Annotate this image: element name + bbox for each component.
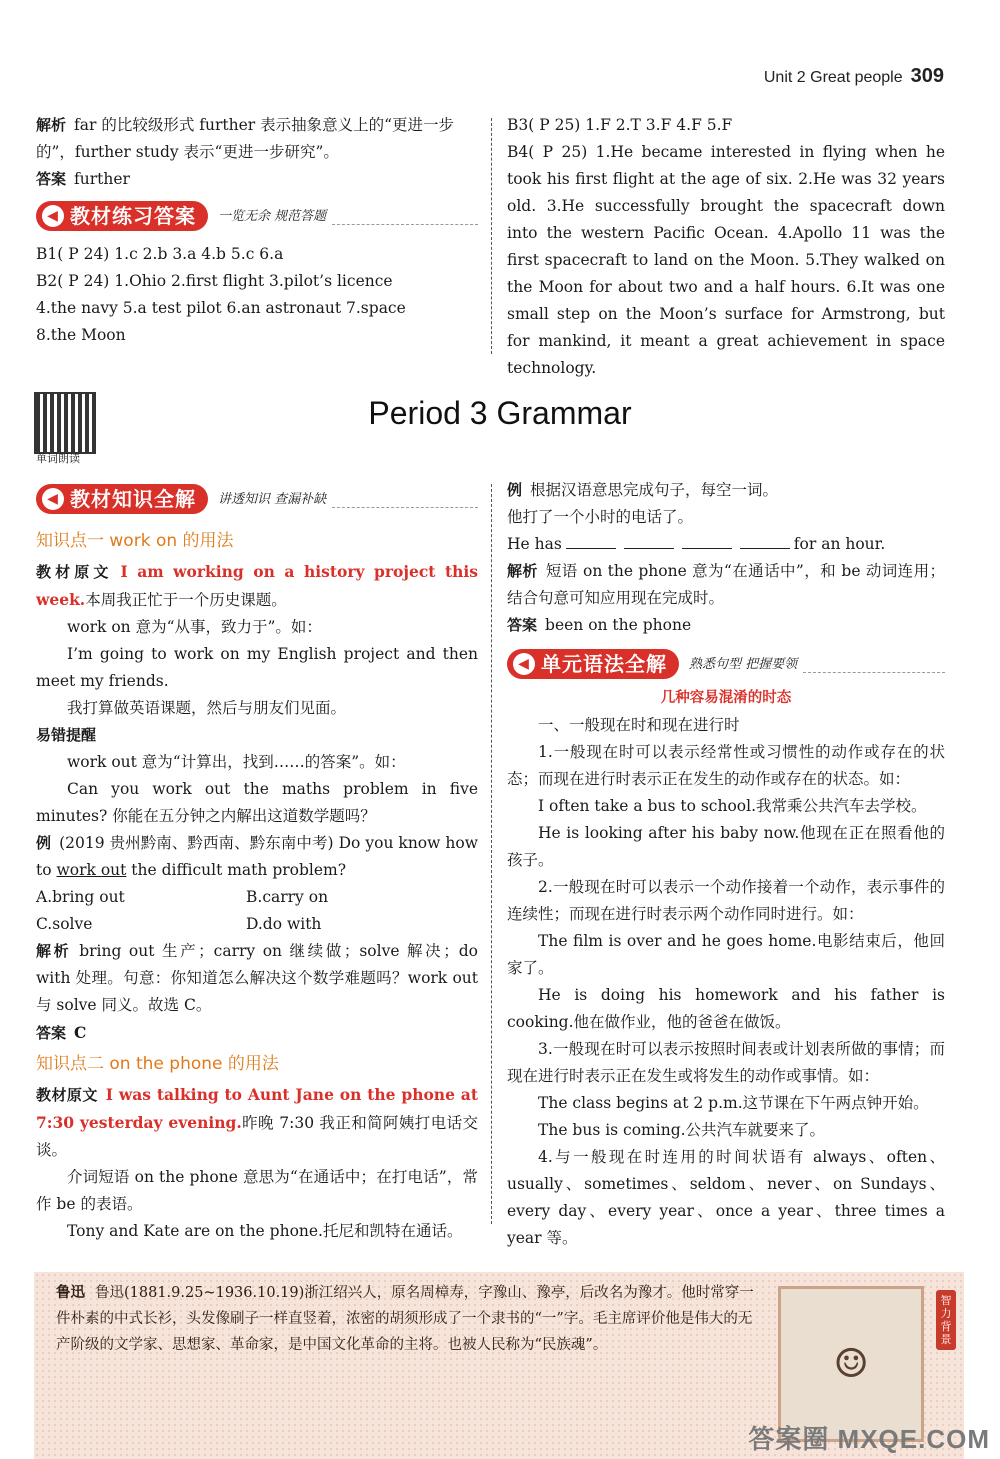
person-bio: 鲁迅(1881.9.25~1936.10.19)浙江绍兴人，原名周樟寿，字豫山、豫亭，后改名为豫才。他时常穿一件朴素的中式长衫，头发像刷子一样直竖着，浓密的胡须形成了一个隶书的“一”字。毛主席评价他是伟大的无产阶级的文学家、思想家、革命家，是中国文化革命的主将。也被人民称为“民族魂”。 [56, 1285, 754, 1353]
example-sentence: Can you work out the maths problem in five minutes? 你能在五分钟之内解出这道数学题吗？ [36, 780, 478, 825]
analysis-label: 解析 [507, 562, 538, 580]
blank-1[interactable] [566, 534, 616, 549]
banner-title: 教材练习答案 [70, 203, 196, 228]
rule-1: 1.一般现在时可以表示经常性或习惯性的动作或存在的状态；而现在进行时表示正在发生的动作或存在的状态。如： [507, 743, 945, 788]
example-sentence: I’m going to work on my English project and then meet my friends. [36, 645, 478, 690]
banner-subtitle: 讲透知识 查漏补缺 [218, 491, 327, 507]
b4-answers: B4( P 25) 1.He became interested in flying when he took his first flight at the age of six. 2.He was 32 years old. 3.He successfully brought the spacecraft down into the western Pacific Ocean. 4.Apollo 11 was the first spacecraft to land on the Moon. 5.They walked on the Moon for about two and a half hours. 6.It was one small step on the Moon’s surface for Armstrong, but for mankind, it meant a great achievement in space technology. [507, 143, 945, 377]
option-c[interactable]: C.solve [36, 915, 93, 933]
banner-subtitle: 一览无余 规范答题 [218, 208, 327, 224]
underlined-phrase: work out [56, 861, 127, 879]
top-right-block [507, 112, 945, 382]
example-sentence: The class begins at 2 p.m.这节课在下午两点钟开始。 [538, 1094, 929, 1112]
sentence-start: He has [507, 535, 562, 553]
example-translation: 我打算做英语课题，然后与朋友们见面。 [67, 699, 347, 717]
tip-label: 易错提醒 [36, 726, 97, 744]
example-label: 例 [36, 834, 52, 852]
option-d[interactable]: D.do with [246, 915, 322, 933]
left-column [36, 482, 478, 1245]
knowledge-point-1-title: 知识点一 work on 的用法 [36, 531, 234, 551]
banner-title: 单元语法全解 [541, 651, 667, 676]
b1-answers: B1( P 24) 1.c 2.b 3.a 4.b 5.c 6.a [36, 245, 284, 263]
answer-label: 答案 [36, 1024, 67, 1042]
paragraph: 介词短语 on the phone 意思为“在通话中；在打电话”，常作 be 的表语。 [36, 1168, 478, 1213]
analysis-text: bring out 生产；carry on 继续做；solve 解决；do with 处理。句意：你知道怎么解决这个数学难题吗？work out 与 solve 同义。故选 C。 [36, 942, 478, 1014]
top-left-block [36, 112, 478, 349]
section-title: 几种容易混淆的时态 [660, 690, 792, 706]
example-instruction: 根据汉语意思完成句子，每空一词。 [530, 481, 779, 499]
qr-label: 单词朗读 [36, 452, 80, 465]
blank-2[interactable] [624, 534, 674, 549]
original-text-cn: 本周我正忙于一个历史课题。 [85, 591, 287, 609]
blank-4[interactable] [740, 534, 790, 549]
answer-text: further [74, 170, 130, 188]
original-text-label: 教材原文 [36, 563, 113, 581]
rule-2: 2.一般现在时可以表示一个动作接着一个动作，表示事件的连续性；而现在进行时表示两个动作同时进行。如： [507, 878, 945, 923]
person-name: 鲁迅 [56, 1284, 85, 1301]
rule-4: 4.与一般现在时连用的时间状语有 always、often、usually、sometimes、seldom、never、on Sundays、every day、every year、once a year、three times a year 等。 [507, 1148, 945, 1247]
options-row-2 [36, 911, 478, 938]
example-sentence: The bus is coming.公共汽车就要来了。 [538, 1121, 826, 1139]
megaphone-icon: ◀ [513, 653, 535, 675]
banner-subtitle: 熟悉句型 把握要领 [689, 656, 798, 672]
running-header [764, 63, 944, 91]
original-text-label: 教材原文 [36, 1086, 98, 1104]
example-sentence: The film is over and he goes home.电影结束后，他回家了。 [507, 932, 945, 977]
option-b[interactable]: B.carry on [246, 888, 329, 906]
example-label: 例 [507, 481, 523, 499]
right-column [507, 477, 945, 1252]
analysis-label: 解析 [36, 116, 67, 134]
analysis-label: 解析 [36, 942, 72, 960]
background-text [56, 1280, 756, 1358]
example-question: (2019 贵州黔南、黔西南、黔东南中考) Do you know how to [36, 834, 478, 879]
grammar-banner [507, 647, 945, 681]
b2-answers-line2: 4.the navy 5.a test pilot 6.an astronaut 7.space [36, 299, 406, 317]
knowledge-point-2-title: 知识点二 on the phone 的用法 [36, 1054, 279, 1074]
answer-label: 答案 [36, 170, 67, 188]
answer-text: been on the phone [545, 616, 692, 634]
answer-text: C [74, 1023, 87, 1042]
example-sentence: I often take a bus to school.我常乘公共汽车去学校。 [538, 797, 927, 815]
analysis-text: far 的比较级形式 further 表示抽象意义上的“更进一步的”，further study 表示“更进一步研究”。 [36, 116, 455, 161]
example-sentence: He is looking after his baby now.他现在正在照看他的孩子。 [507, 824, 945, 869]
analysis-text: 短语 on the phone 意为“在通话中”，和 be 动词连用；结合句意可知应用现在完成时。 [507, 562, 945, 607]
example-chinese: 他打了一个小时的电话了。 [507, 508, 694, 526]
b2-answers-line1: B2( P 24) 1.Ohio 2.first flight 3.pilot’s licence [36, 272, 393, 290]
rule-3: 3.一般现在时可以表示按照时间表或计划表所做的事情；而现在进行时表示正在发生或将发生的动作或事情。如： [507, 1040, 945, 1085]
blank-3[interactable] [682, 534, 732, 549]
megaphone-icon: ◀ [42, 488, 64, 510]
page-number: 309 [910, 65, 944, 87]
knowledge-banner [36, 482, 478, 516]
background-tag: 智力背景 [936, 1290, 956, 1350]
b2-answers-line3: 8.the Moon [36, 326, 126, 344]
original-text-cn: 昨晚 7:30 我正和简阿姨打电话交谈。 [36, 1114, 478, 1159]
column-divider-bottom [491, 484, 492, 1224]
b3-answers: B3( P 25) 1.F 2.T 3.F 4.F 5.F [507, 116, 733, 134]
fill-in-sentence [507, 531, 945, 558]
unit-title: Unit 2 Great people [763, 69, 903, 86]
original-text-en: I am working on a history project this week. [36, 562, 478, 609]
watermark: 答案圈 MXQE.COM [748, 1424, 990, 1454]
column-divider-top [491, 118, 492, 354]
period-title: Period 3 Grammar [368, 395, 632, 431]
sentence-end: for an hour. [793, 535, 886, 553]
exercise-answers-banner [36, 199, 478, 233]
paragraph: work out 意为“计算出，找到……的答案”。如： [67, 753, 406, 771]
option-a[interactable]: A.bring out [36, 888, 125, 906]
example-question-end: the difficult math problem? [126, 861, 347, 879]
example-sentence: He is doing his homework and his father is cooking.他在做作业，他的爸爸在做饭。 [507, 986, 945, 1031]
paragraph: work on 意为“从事，致力于”。如： [67, 618, 322, 636]
answer-label: 答案 [507, 616, 538, 634]
megaphone-icon: ◀ [42, 205, 64, 227]
original-text-en: I was talking to Aunt Jane on the phone at 7:30 yesterday evening. [36, 1085, 478, 1132]
subsection-heading: 一、一般现在时和现在进行时 [538, 716, 740, 734]
banner-title: 教材知识全解 [70, 486, 196, 511]
options-row-1 [36, 884, 478, 911]
portrait-image: ☺ [778, 1286, 924, 1442]
example-sentence: Tony and Kate are on the phone.托尼和凯特在通话。 [67, 1222, 463, 1240]
